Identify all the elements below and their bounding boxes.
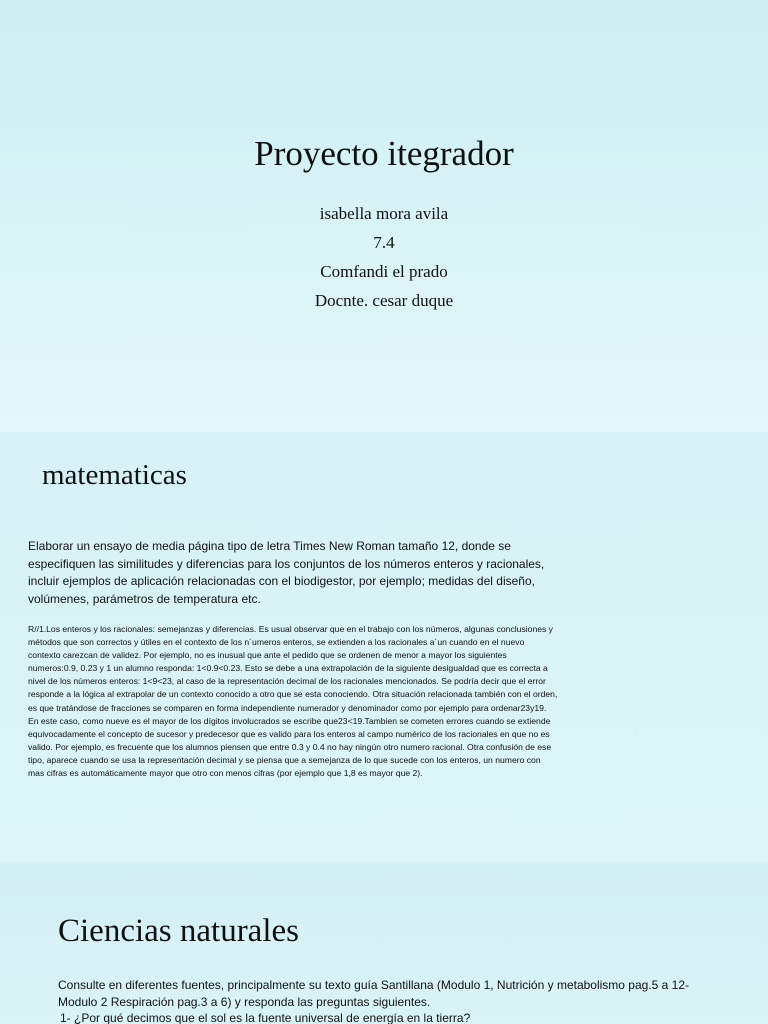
author-name: isabella mora avila: [319, 204, 449, 223]
page-title: Proyecto itegrador: [254, 134, 514, 173]
school-name: Comfandi el prado: [320, 262, 448, 281]
assignment-prompt-ciencias: Consulte en diferentes fuentes, principalmente su texto guía Santillana (Modulo 1, Nutrición y metabolismo pag.5 a 12-Modulo 2 Respiración pag.3 a 6) y responda las preguntas siguientes.: [58, 978, 690, 1009]
answer-text-matematicas: R//1.Los enteros y los racionales: semejanzas y diferencias. Es usual observar que en el trabajo con los números, algunas conclusiones y métodos que son correctos y útiles en el contexto de los n´umeros enteros, se extienden a los racionales a´un cuando en el nuevo contexto carezcan de validez. Por ejemplo, no es inusual que ante el pedido que se ordenen de menor a mayor los siguientes numeros:0.9, 0.23 y 1 un alumno responda: 1<0.9<0.23. Esto se debe a una extrapolación de la siguiente desigualdad que es correcta a nivel de los números enteros: 1<9<23, al caso de la representación decimal de los racionales mencionados. Se podría decir que el error responde a la lógica al extrapolar de un contexto conocido a otro que se esta conociendo. Otra situación relacionada también con el orden, es que tratándose de fracciones se comparen en forma independiente numerador y denominador como por ejemplo para ordenar23y19. En este caso, como nueve es el mayor de los dígitos involucrados se escribe que23<19.Tambien se cometen errores cuando se extiende equivocadamente el concepto de sucesor y predecesor que es valido para los enteros al campo numérico de los racionales en que no es valido. Por ejemplo, es frecuente que los alumnos piensen que entre 0.3 y 0.4 no hay ningún otro numero racional. Otra confusión de ese tipo, aparece cuando se usa la representación decimal y se piensa que a semejanza de lo que sucede con los enteros, un numero con mas cifras es automáticamente mayor que otro con menos cifras (por ejemplo que 1,8 es mayor que 2).: [28, 624, 558, 779]
grade: 7.4: [373, 233, 395, 252]
section-heading-matematicas: matematicas: [42, 459, 187, 491]
slide-matematicas: [0, 434, 768, 862]
teacher-name: Docnte. cesar duque: [314, 291, 454, 310]
section-heading-ciencias-naturales: Ciencias naturales: [58, 913, 299, 949]
slide-title: [0, 0, 768, 432]
question-1: 1- ¿Por qué decimos que el sol es la fuente universal de energía en la tierra?: [60, 1011, 471, 1024]
assignment-prompt-matematicas: Elaborar un ensayo de media página tipo de letra Times New Roman tamaño 12, donde se especifiquen las similitudes y diferencias para los conjuntos de los números enteros y racionales, incluir ejemplos de aplicación relacionadas con el biodigestor, por ejemplo; medidas del diseño, volúmenes, parámetros de temperatura etc.: [28, 539, 545, 606]
slide-ciencias-naturales: [0, 864, 768, 1024]
